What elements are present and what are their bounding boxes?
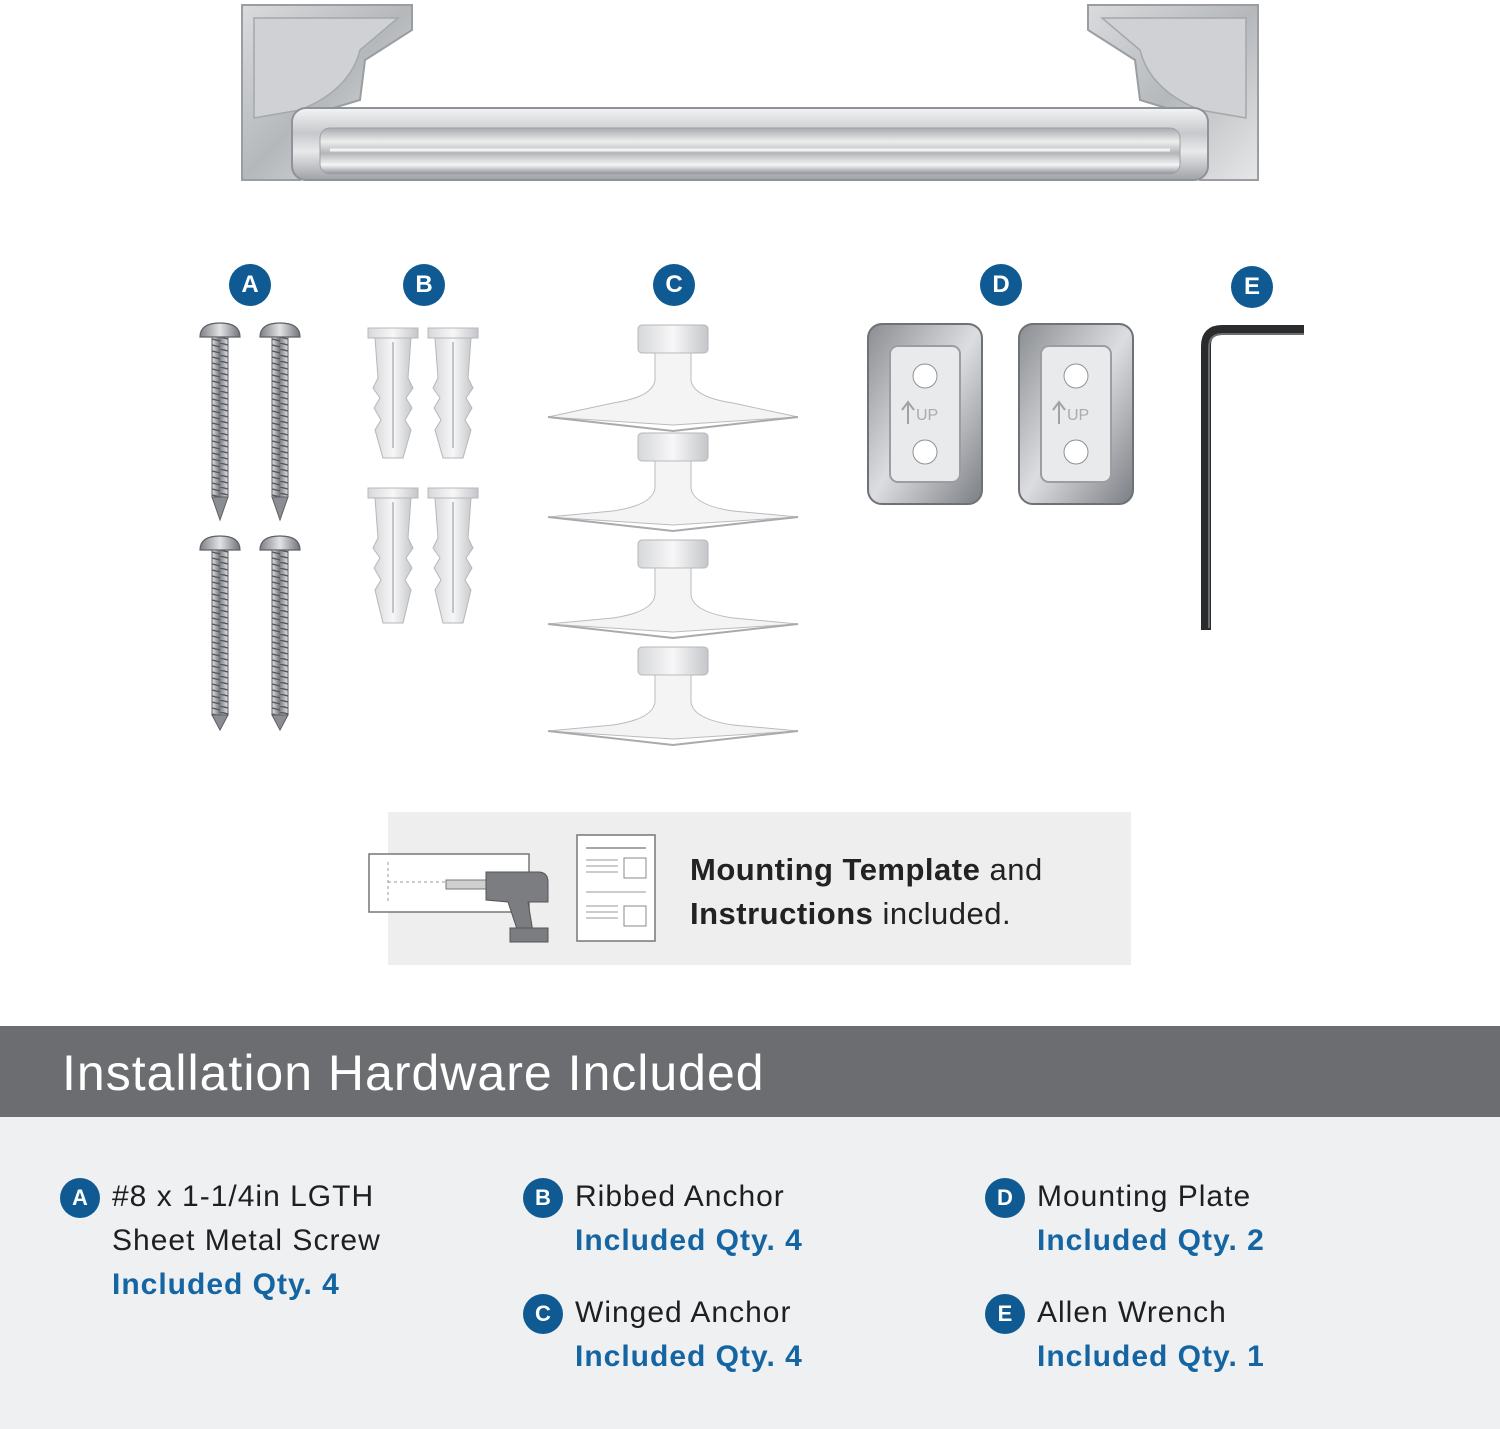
winged-anchor-icon [548, 325, 798, 745]
badge-b: B [403, 264, 445, 306]
item-a-name-line1: #8 x 1-1/4in LGTH [112, 1180, 375, 1213]
item-c-name: Winged Anchor [575, 1296, 792, 1329]
ribbed-anchor-icon [368, 328, 478, 623]
allen-wrench-icon [1206, 330, 1304, 630]
item-d-qty: Included Qty. 2 [1037, 1224, 1265, 1257]
item-b-name: Ribbed Anchor [575, 1180, 785, 1213]
item-a-qty: Included Qty. 4 [112, 1268, 340, 1301]
list-badge-a: A [60, 1178, 100, 1218]
plate-label-up: UP [916, 407, 939, 424]
list-badge-c: C [523, 1294, 563, 1334]
section-title: Installation Hardware Included [62, 1045, 765, 1101]
template-caption-bold-2: Instructions [690, 896, 874, 931]
template-caption-rest-2: included. [873, 896, 1012, 931]
towel-bar-image [0, 0, 1500, 200]
template-caption-bold-1: Mounting Template [690, 852, 981, 887]
item-a-name-line2: Sheet Metal Screw [112, 1224, 381, 1257]
badge-c: C [653, 264, 695, 306]
drill-icon [368, 832, 558, 947]
plate-label-up: UP [1067, 407, 1090, 424]
template-caption [690, 848, 1110, 936]
template-caption-rest-1: and [980, 852, 1043, 887]
list-badge-e: E [985, 1294, 1025, 1334]
item-e-name: Allen Wrench [1037, 1296, 1227, 1329]
screw-icon [200, 323, 300, 730]
item-b-qty: Included Qty. 4 [575, 1224, 803, 1257]
list-badge-b: B [523, 1178, 563, 1218]
badge-d: D [980, 264, 1022, 306]
item-d-name: Mounting Plate [1037, 1180, 1252, 1213]
badge-e: E [1231, 266, 1273, 308]
item-e-qty: Included Qty. 1 [1037, 1340, 1265, 1373]
item-c-qty: Included Qty. 4 [575, 1340, 803, 1373]
badge-a: A [229, 264, 271, 306]
list-badge-d: D [985, 1178, 1025, 1218]
instructions-document-icon [576, 834, 658, 944]
mounting-plate-icon [868, 324, 1133, 504]
parts-illustration [0, 310, 1500, 750]
